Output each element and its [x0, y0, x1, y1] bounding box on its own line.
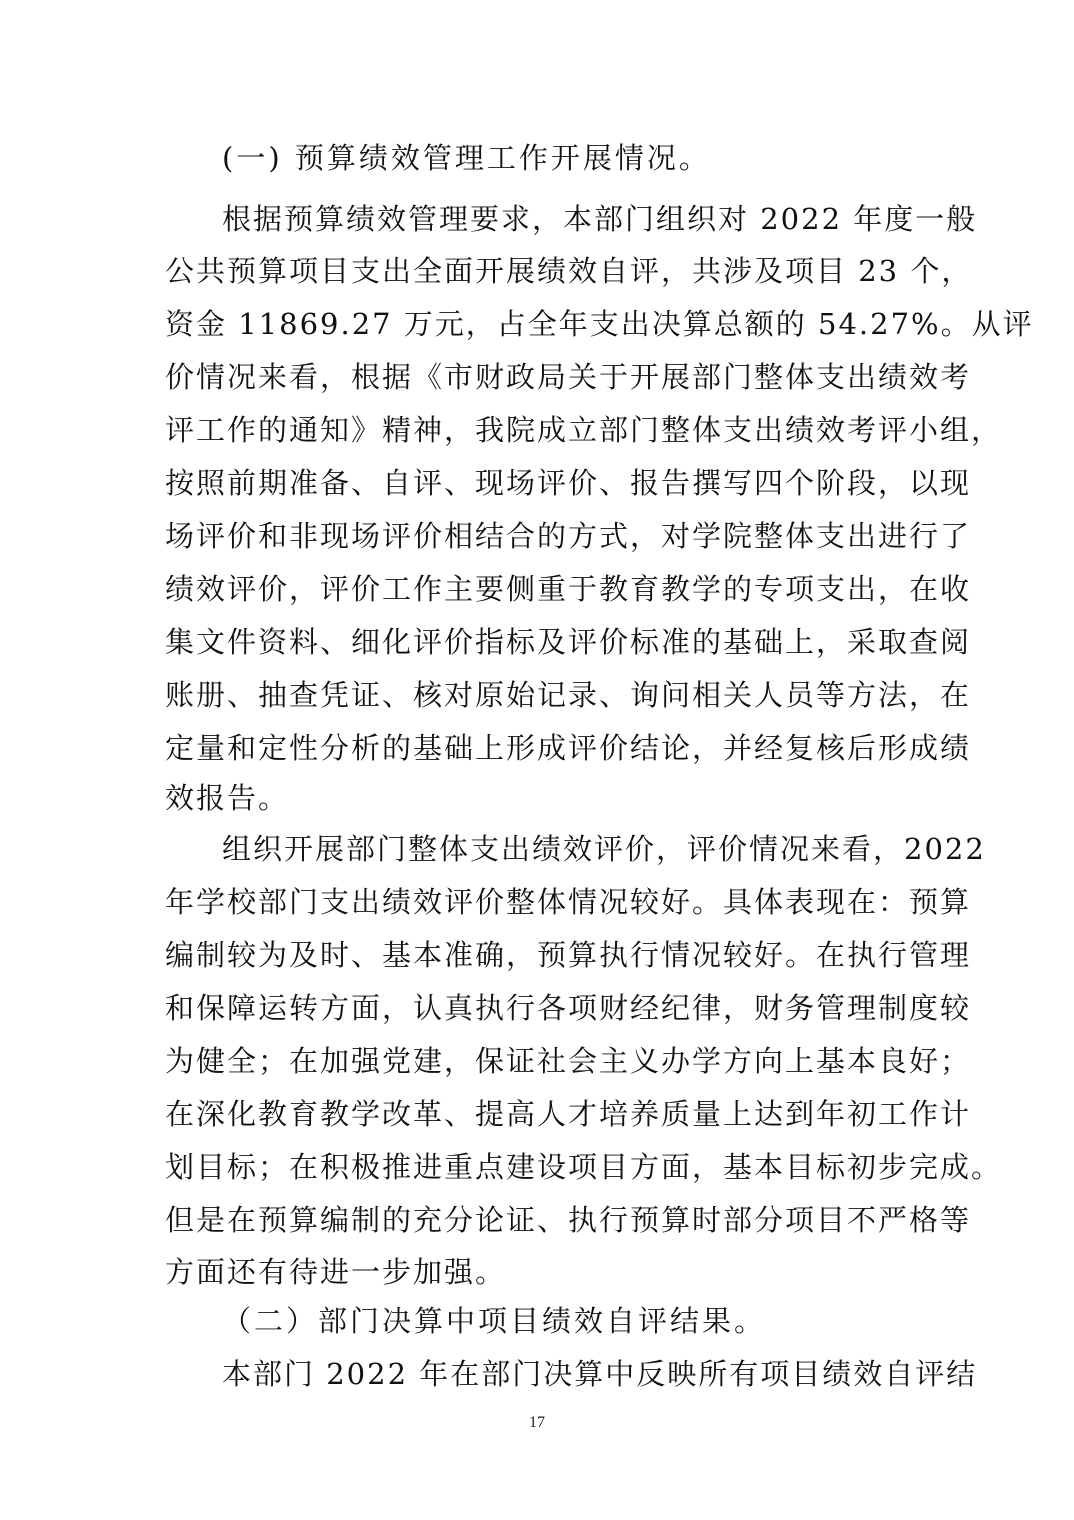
- text-line: 效报告。: [165, 781, 290, 815]
- text-line: 为健全；在加强党建，保证社会主义办学方向上基本良好；: [165, 1044, 972, 1078]
- text-line: 资金 11869.27 万元，占全年支出决算总额的 54.27%。从评: [165, 307, 1034, 341]
- text-line: 公共预算项目支出全面开展绩效自评，共涉及项目 23 个，: [165, 254, 973, 288]
- text-line: 方面还有待进一步加强。: [165, 1255, 507, 1289]
- text-line: 本部门 2022 年在部门决算中反映所有项目绩效自评结: [222, 1357, 978, 1391]
- text-line: 场评价和非现场评价相结合的方式，对学院整体支出进行了: [165, 519, 972, 553]
- text-line: 和保障运转方面，认真执行各项财经纪律，财务管理制度较: [165, 991, 972, 1025]
- text-line: 价情况来看，根据《市财政局关于开展部门整体支出绩效考: [165, 360, 972, 394]
- text-line: 划目标；在积极推进重点建设项目方面，基本目标初步完成。: [165, 1150, 1003, 1184]
- text-line: 但是在预算编制的充分论证、执行预算时部分项目不严格等: [165, 1203, 972, 1237]
- text-line: 根据预算绩效管理要求，本部门组织对 2022 年度一般: [222, 202, 978, 236]
- text-line: 按照前期准备、自评、现场评价、报告撰写四个阶段，以现: [165, 466, 972, 500]
- text-line: 年学校部门支出绩效评价整体情况较好。具体表现在：预算: [165, 885, 972, 919]
- text-line: 编制较为及时、基本准确，预算执行情况较好。在执行管理: [165, 938, 972, 972]
- text-line: 账册、抽查凭证、核对原始记录、询问相关人员等方法，在: [165, 678, 972, 712]
- text-line: 集文件资料、细化评价指标及评价标准的基础上，采取查阅: [165, 625, 972, 659]
- page-number: 17: [529, 1414, 545, 1431]
- text-line: 在深化教育教学改革、提高人才培养质量上达到年初工作计: [165, 1097, 972, 1131]
- text-line: 评工作的通知》精神，我院成立部门整体支出绩效考评小组，: [165, 413, 1003, 447]
- section-two-heading: （二）部门决算中项目绩效自评结果。: [222, 1304, 767, 1338]
- section-one-heading: (一) 预算绩效管理工作开展情况。: [222, 141, 711, 175]
- text-line: 组织开展部门整体支出绩效评价，评价情况来看，2022: [222, 832, 986, 866]
- text-line: 定量和定性分析的基础上形成评价结论，并经复核后形成绩: [165, 731, 972, 765]
- text-line: 绩效评价，评价工作主要侧重于教育教学的专项支出，在收: [165, 572, 972, 606]
